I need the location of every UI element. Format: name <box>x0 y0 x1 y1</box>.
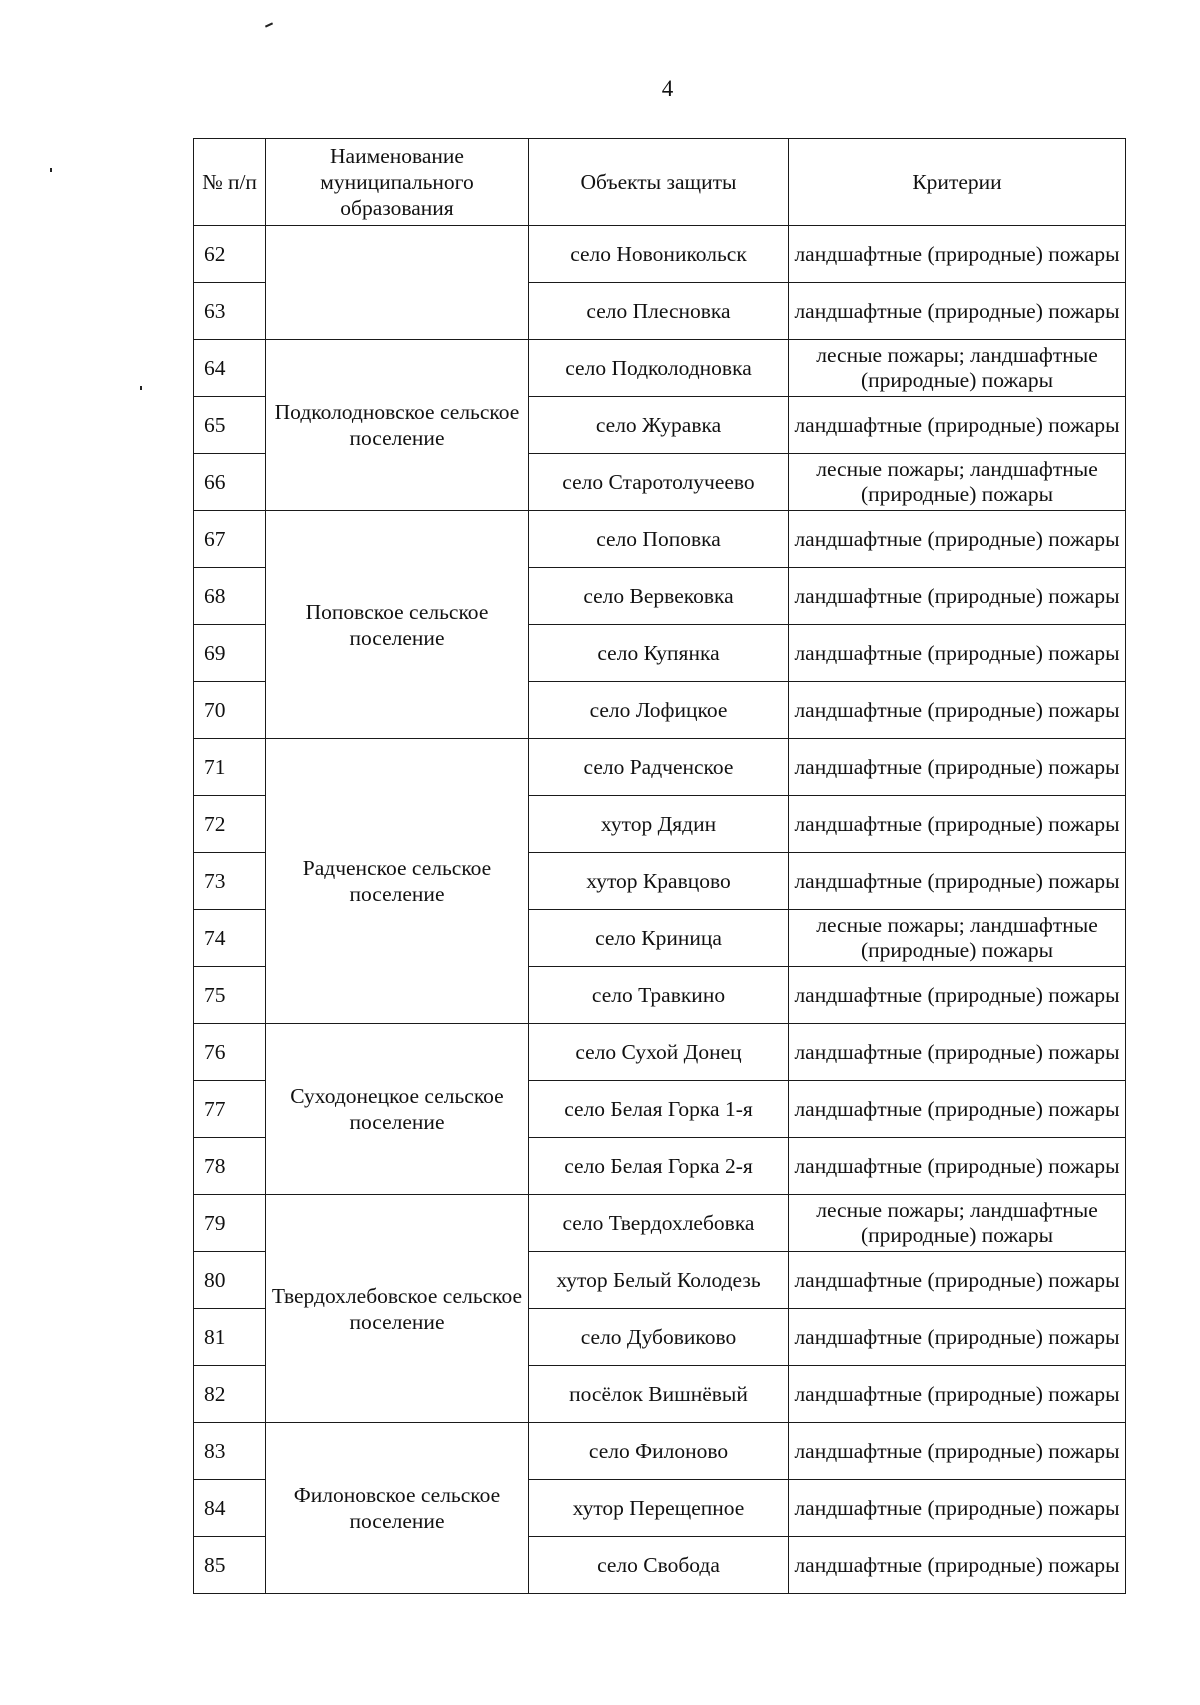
protection-object: село Купянка <box>529 625 789 682</box>
protection-object: село Сухой Донец <box>529 1024 789 1081</box>
criteria: ландшафтные (природные) пожары <box>789 1252 1126 1309</box>
row-number: 80 <box>194 1252 266 1309</box>
criteria: ландшафтные (природные) пожары <box>789 1138 1126 1195</box>
header-objects: Объекты защиты <box>529 139 789 226</box>
protection-object: село Филоново <box>529 1423 789 1480</box>
row-number: 81 <box>194 1309 266 1366</box>
criteria: ландшафтные (природные) пожары <box>789 1366 1126 1423</box>
criteria: лесные пожары; ландшафтные (природные) пожары <box>789 910 1126 967</box>
protection-object: село Белая Горка 2-я <box>529 1138 789 1195</box>
criteria: лесные пожары; ландшафтные (природные) пожары <box>789 454 1126 511</box>
row-number: 84 <box>194 1480 266 1537</box>
criteria: ландшафтные (природные) пожары <box>789 1537 1126 1594</box>
protection-object: село Травкино <box>529 967 789 1024</box>
protection-object: село Радченское <box>529 739 789 796</box>
criteria: ландшафтные (природные) пожары <box>789 967 1126 1024</box>
municipality-name: Суходонецкое сельское поселение <box>266 1024 529 1195</box>
protection-object: село Новоникольск <box>529 226 789 283</box>
row-number: 85 <box>194 1537 266 1594</box>
criteria: ландшафтные (природные) пожары <box>789 625 1126 682</box>
table-body <box>194 226 1126 1594</box>
criteria: ландшафтные (природные) пожары <box>789 1423 1126 1480</box>
table-row <box>194 340 1126 397</box>
protection-object: село Старотолучеево <box>529 454 789 511</box>
criteria: ландшафтные (природные) пожары <box>789 283 1126 340</box>
row-number: 68 <box>194 568 266 625</box>
table-header-row <box>194 139 1126 226</box>
protection-object: хутор Дядин <box>529 796 789 853</box>
criteria: ландшафтные (природные) пожары <box>789 739 1126 796</box>
row-number: 79 <box>194 1195 266 1252</box>
criteria: ландшафтные (природные) пожары <box>789 568 1126 625</box>
table-row <box>194 511 1126 568</box>
row-number: 71 <box>194 739 266 796</box>
scan-mark <box>50 168 52 172</box>
protection-object: село Свобода <box>529 1537 789 1594</box>
criteria: ландшафтные (природные) пожары <box>789 511 1126 568</box>
row-number: 66 <box>194 454 266 511</box>
criteria: ландшафтные (природные) пожары <box>789 397 1126 454</box>
criteria: ландшафтные (природные) пожары <box>789 226 1126 283</box>
protection-object: хутор Белый Колодезь <box>529 1252 789 1309</box>
header-criteria: Критерии <box>789 139 1126 226</box>
page-number: 4 <box>661 76 674 101</box>
row-number: 72 <box>194 796 266 853</box>
row-number: 76 <box>194 1024 266 1081</box>
protection-object: село Поповка <box>529 511 789 568</box>
table-row <box>194 1423 1126 1480</box>
protection-object: село Журавка <box>529 397 789 454</box>
header-municipality: Наименование муниципального образования <box>266 139 529 226</box>
municipality-name <box>266 226 529 340</box>
row-number: 65 <box>194 397 266 454</box>
row-number: 74 <box>194 910 266 967</box>
protection-object: село Вервековка <box>529 568 789 625</box>
row-number: 70 <box>194 682 266 739</box>
row-number: 63 <box>194 283 266 340</box>
protection-object: село Криница <box>529 910 789 967</box>
criteria: ландшафтные (природные) пожары <box>789 1480 1126 1537</box>
row-number: 64 <box>194 340 266 397</box>
row-number: 69 <box>194 625 266 682</box>
protection-object: хутор Перещепное <box>529 1480 789 1537</box>
row-number: 82 <box>194 1366 266 1423</box>
row-number: 78 <box>194 1138 266 1195</box>
criteria: ландшафтные (природные) пожары <box>789 682 1126 739</box>
municipality-name: Радченское сельское поселение <box>266 739 529 1024</box>
municipality-name: Твердохлебовское сельское поселение <box>266 1195 529 1423</box>
criteria: ландшафтные (природные) пожары <box>789 1081 1126 1138</box>
criteria: лесные пожары; ландшафтные (природные) пожары <box>789 1195 1126 1252</box>
protection-object: село Твердохлебовка <box>529 1195 789 1252</box>
table-row <box>194 1024 1126 1081</box>
row-number: 77 <box>194 1081 266 1138</box>
table-row <box>194 226 1126 283</box>
protection-object: село Дубовиково <box>529 1309 789 1366</box>
row-number: 83 <box>194 1423 266 1480</box>
protection-object: село Плесновка <box>529 283 789 340</box>
scan-mark <box>265 22 273 27</box>
row-number: 62 <box>194 226 266 283</box>
criteria: ландшафтные (природные) пожары <box>789 1309 1126 1366</box>
criteria: лесные пожары; ландшафтные (природные) пожары <box>789 340 1126 397</box>
scan-mark <box>140 386 142 390</box>
table-row <box>194 739 1126 796</box>
row-number: 67 <box>194 511 266 568</box>
criteria: ландшафтные (природные) пожары <box>789 796 1126 853</box>
protection-object: село Белая Горка 1-я <box>529 1081 789 1138</box>
protection-object: хутор Кравцово <box>529 853 789 910</box>
header-num: № п/п <box>194 139 266 226</box>
row-number: 75 <box>194 967 266 1024</box>
table-row <box>194 1195 1126 1252</box>
row-number: 73 <box>194 853 266 910</box>
criteria: ландшафтные (природные) пожары <box>789 853 1126 910</box>
municipality-name: Поповское сельское поселение <box>266 511 529 739</box>
protection-object: посёлок Вишнёвый <box>529 1366 789 1423</box>
protection-object: село Лофицкое <box>529 682 789 739</box>
municipality-name: Филоновское сельское поселение <box>266 1423 529 1594</box>
municipality-name: Подколодновское сельское поселение <box>266 340 529 511</box>
criteria: ландшафтные (природные) пожары <box>789 1024 1126 1081</box>
protection-objects-table <box>193 138 1126 1594</box>
protection-object: село Подколодновка <box>529 340 789 397</box>
